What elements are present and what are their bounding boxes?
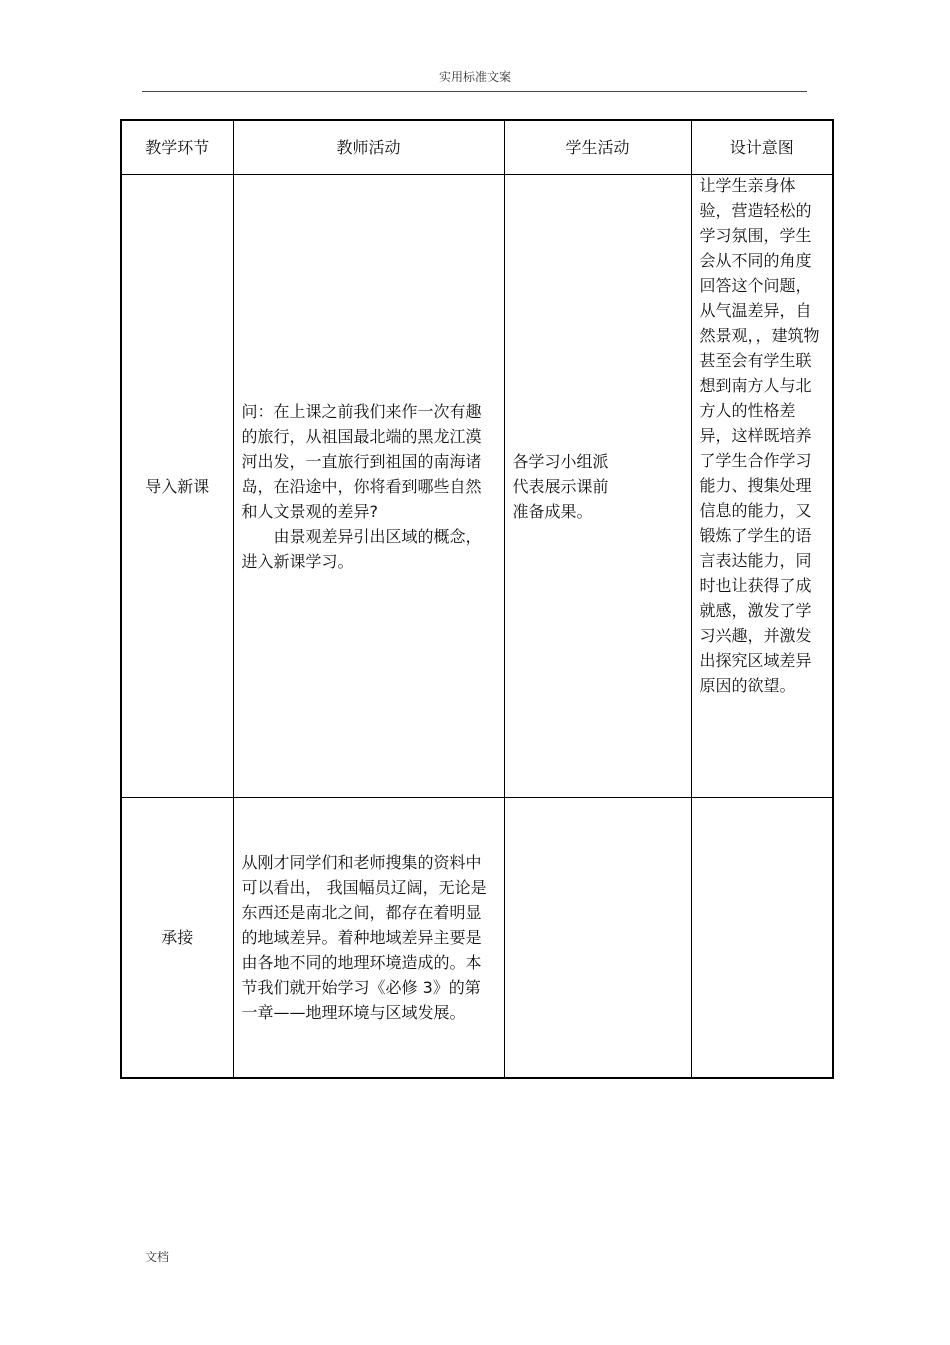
column-header-intent: 设计意图	[691, 120, 833, 175]
lesson-plan-table	[120, 119, 834, 1079]
teacher-activity-cell	[233, 798, 504, 1079]
stage-cell: 导入新课	[121, 175, 233, 798]
student-activity-cell	[504, 798, 691, 1079]
teacher-activity-text: 从刚才同学们和老师搜集的资料中可以看出， 我国幅员辽阔，无论是东西还是南北之间，都存在着明显的地域差异。着种地域差异主要是由各地不同的地理环境造成的。本节我们就开始学习《必修 3》的第一章——地理环境与区域发展。	[241, 853, 487, 1022]
column-header-student: 学生活动	[504, 120, 691, 175]
design-intent-cell	[691, 798, 833, 1079]
page-header: 实用标准文案	[438, 70, 511, 84]
teacher-question: 问：在上课之前我们来作一次有趣的旅行，从祖国最北端的黑龙江漠河出发，一直旅行到祖国的南海诸岛，在沿途中，你将看到哪些自然和人文景观的差异?	[241, 401, 482, 521]
column-header-teacher: 教师活动	[233, 120, 504, 175]
student-activity-cell	[504, 175, 691, 798]
design-intent-cell	[691, 175, 833, 798]
table-row	[121, 175, 833, 798]
page-footer: 文档	[145, 1250, 170, 1264]
table-header-row	[121, 120, 833, 175]
header-rule	[142, 91, 807, 92]
student-activity-text: 各学习小组派代表展示课前准备成果。	[512, 451, 609, 521]
teacher-transition: 由景观差异引出区域的概念，进入新课学习。	[241, 526, 482, 571]
design-intent-text: 让学生亲身体验，营造轻松的学习氛围，学生会从不同的角度回答这个问题，从气温差异，自然景观，，建筑物甚至会有学生联想到南方人与北方人的性格差异，这样既培养了学生合作学习能力、搜集处理信息的能力，又锻炼了学生的语言表达能力，同时也让获得了成就感，激发了学习兴趣，并激发出探究区域差异原因的欲望。	[699, 176, 820, 695]
column-header-stage: 教学环节	[121, 120, 233, 175]
stage-cell: 承接	[121, 798, 233, 1079]
teacher-activity-cell	[233, 175, 504, 798]
table-row	[121, 798, 833, 1079]
